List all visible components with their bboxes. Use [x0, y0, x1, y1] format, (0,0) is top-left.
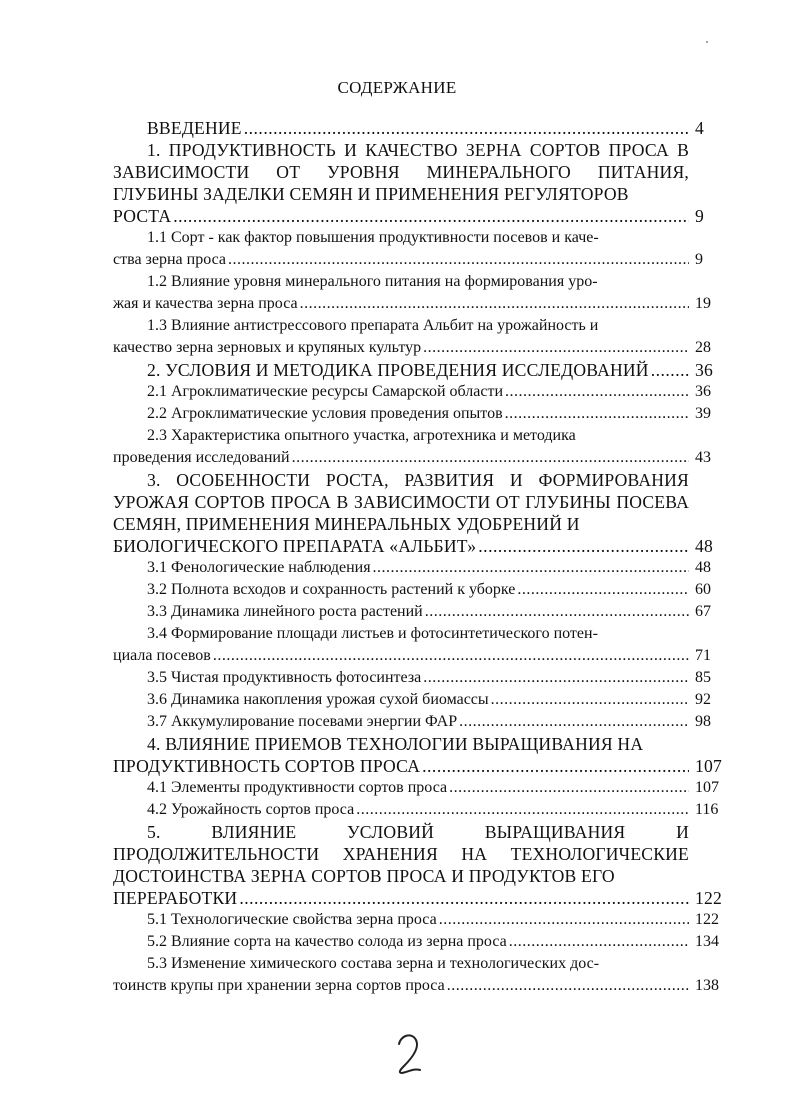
toc-page-number: 85 — [695, 669, 711, 686]
toc-entry-title: проведения исследований — [113, 449, 290, 466]
toc-page-number: 116 — [695, 801, 719, 818]
dot-leader — [422, 755, 689, 777]
toc-entry-title: 3.6 Динамика накопления урожая сухой биомассы — [147, 691, 489, 708]
toc-entry-title-line — [113, 557, 733, 579]
toc-entry-title: 3.5 Чистая продуктивность фотосинтеза — [147, 669, 422, 686]
toc-entry-title-line — [113, 205, 733, 227]
toc-entry-title-start: 1.3 Влияние антистрессового препарата Альбит на урожайность и — [147, 317, 599, 334]
dot-leader — [509, 931, 689, 953]
toc-page-number: 67 — [695, 603, 711, 620]
toc-page-number: 9 — [695, 251, 703, 268]
toc-entry-title: ПЕРЕРАБОТКИ — [113, 888, 238, 908]
toc-entry-title-start: 2.3 Характеристика опытного участка, агротехника и методика — [147, 427, 576, 444]
toc-entry-title-line — [113, 447, 733, 469]
toc-entry-title: ВВЕДЕНИЕ — [147, 118, 242, 138]
toc-chapter-entry[interactable] — [113, 359, 733, 381]
toc-section-entry[interactable] — [113, 623, 733, 667]
toc-entry-title: 5.2 Влияние сорта на качество солода из зерна проса — [147, 933, 507, 950]
toc-entry-title-line — [113, 689, 733, 711]
toc-entry-title-line — [113, 117, 733, 139]
toc-entry-title-line — [113, 293, 733, 315]
toc-page-number: 60 — [695, 581, 711, 598]
toc-section-entry[interactable] — [113, 931, 733, 953]
toc-entry-title: циала посевов — [113, 647, 211, 664]
dot-leader — [439, 909, 689, 931]
toc-section-entry[interactable] — [113, 689, 733, 711]
toc-entry-title: РОСТА — [113, 206, 172, 226]
toc-entry-title-line — [113, 601, 733, 623]
toc-page-number: 138 — [695, 977, 719, 994]
toc-entry-title-line — [113, 337, 733, 359]
toc-section-entry[interactable] — [113, 711, 733, 733]
toc-entry-title: 2.2 Агроклиматические условия проведения опытов — [147, 405, 503, 422]
toc-chapter-entry[interactable] — [113, 733, 733, 777]
toc-entry-title-line — [113, 667, 733, 689]
dot-leader — [449, 777, 689, 799]
toc-entry-title: качество зерна зерновых и крупяных культур — [113, 339, 422, 356]
dot-leader — [423, 337, 689, 359]
toc-entry-title: 3.2 Полнота всходов и сохранность растений к уборке — [147, 581, 516, 598]
toc-chapter-entry[interactable] — [113, 821, 733, 909]
toc-page-number: 48 — [695, 536, 713, 556]
toc-entry-title-start: 5.3 Изменение химического состава зерна и технологических дос- — [147, 955, 600, 972]
dot-leader — [505, 381, 689, 403]
dot-leader — [173, 205, 689, 227]
dot-leader — [425, 601, 689, 623]
toc-entry-title-line — [113, 777, 733, 799]
toc-section-entry[interactable] — [113, 425, 733, 469]
scan-speck — [706, 41, 708, 43]
toc-page-number: 48 — [695, 559, 711, 576]
toc-chapter-entry[interactable] — [113, 469, 733, 557]
toc-entry-title: тоинств крупы при хранении зерна сортов проса — [113, 977, 445, 994]
toc-entry-title-start: 3.4 Формирование площади листьев и фотосинтетического потен- — [147, 625, 598, 642]
toc-section-entry[interactable] — [113, 601, 733, 623]
toc-entry-title-start: 4. ВЛИЯНИЕ ПРИЕМОВ ТЕХНОЛОГИИ ВЫРАЩИВАНИЯ НА — [147, 734, 644, 754]
toc-entry-title-line — [113, 755, 733, 777]
dot-leader — [505, 403, 689, 425]
dot-leader — [300, 293, 689, 315]
toc-page-number: 43 — [695, 449, 711, 466]
toc-entry-title-line — [113, 909, 733, 931]
toc-section-entry[interactable] — [113, 557, 733, 579]
toc-entry-title-start: 1.2 Влияние уровня минерального питания на формирования уро- — [147, 273, 598, 290]
toc-entry-title-start: 1. ПРОДУКТИВНОСТЬ И КАЧЕСТВО ЗЕРНА СОРТОВ ПРОСА В ЗАВИСИМОСТИ ОТ УРОВНЯ МИНЕРАЛЬНОГО ПИТАНИЯ, ГЛУБИНЫ ЗАДЕЛКИ СЕМЯН И ПРИМЕНЕНИЯ РЕГУЛЯТОРОВ — [113, 140, 689, 204]
toc-section-entry[interactable] — [113, 799, 733, 821]
toc-page-number: 134 — [695, 933, 719, 950]
toc-entry-title: жая и качества зерна проса — [113, 295, 298, 312]
toc-page-number: 98 — [695, 713, 711, 730]
toc-section-entry[interactable] — [113, 227, 733, 271]
toc-entry-title-line — [113, 931, 733, 953]
toc-page-number: 107 — [695, 756, 722, 776]
toc-entry-title: 4.1 Элементы продуктивности сортов проса — [147, 779, 448, 796]
dot-leader — [447, 975, 689, 997]
toc-entry-title-line — [113, 799, 733, 821]
dot-leader — [228, 249, 689, 271]
toc-entry-title-line — [113, 579, 733, 601]
toc-page-number: 122 — [695, 911, 719, 928]
toc-section-entry[interactable] — [113, 667, 733, 689]
toc-page-number: 4 — [695, 118, 704, 138]
dot-leader — [459, 711, 689, 733]
toc-section-entry[interactable] — [113, 777, 733, 799]
dot-leader — [651, 359, 689, 381]
table-of-contents — [113, 117, 733, 997]
toc-section-entry[interactable] — [113, 953, 733, 997]
toc-entry-title-line — [113, 359, 733, 381]
toc-entry-title-line — [113, 711, 733, 733]
toc-section-entry[interactable] — [113, 381, 733, 403]
toc-entry-title: 5.1 Технологические свойства зерна проса — [147, 911, 437, 928]
toc-entry-title: ПРОДУКТИВНОСТЬ СОРТОВ ПРОСА — [113, 756, 421, 776]
handwritten-page-number — [390, 1028, 430, 1078]
toc-entry-title-start: 3. ОСОБЕННОСТИ РОСТА, РАЗВИТИЯ И ФОРМИРОВАНИЯ УРОЖАЯ СОРТОВ ПРОСА В ЗАВИСИМОСТИ ОТ ГЛУБИНЫ ПОСЕВА СЕМЯН, ПРИМЕНЕНИЯ МИНЕРАЛЬНЫХ УДОБРЕНИЙ И — [113, 470, 689, 534]
toc-page-number: 92 — [695, 691, 711, 708]
toc-entry-title: 4.2 Урожайность сортов проса — [147, 801, 355, 818]
toc-page-number: 36 — [695, 360, 713, 380]
toc-section-entry[interactable] — [113, 579, 733, 601]
dot-leader — [373, 557, 689, 579]
toc-entry-title: 3.3 Динамика линейного роста растений — [147, 603, 423, 620]
toc-entry-title-line — [113, 975, 733, 997]
toc-section-entry[interactable] — [113, 271, 733, 315]
toc-entry-title: БИОЛОГИЧЕСКОГО ПРЕПАРАТА «АЛЬБИТ» — [113, 536, 477, 556]
dot-leader — [356, 799, 689, 821]
toc-entry-title: ства зерна проса — [113, 251, 226, 268]
toc-section-entry[interactable] — [113, 315, 733, 359]
toc-entry-title: 3.1 Фенологические наблюдения — [147, 559, 371, 576]
dot-leader — [478, 535, 689, 557]
toc-page-number: 71 — [695, 647, 711, 664]
toc-entry-title-line — [113, 249, 733, 271]
toc-chapter-entry[interactable] — [113, 117, 733, 139]
toc-page-number: 9 — [695, 206, 704, 226]
toc-entry-title: 2.1 Агроклиматические ресурсы Самарской области — [147, 383, 504, 400]
dot-leader — [517, 579, 689, 601]
dot-leader — [292, 447, 689, 469]
toc-page-number: 39 — [695, 405, 711, 422]
toc-entry-title-line — [113, 887, 733, 909]
toc-entry-title-line — [113, 645, 733, 667]
dot-leader — [239, 887, 689, 909]
dot-leader — [244, 117, 689, 139]
toc-chapter-entry[interactable] — [113, 139, 733, 227]
toc-entry-title-start: 1.1 Сорт - как фактор повышения продуктивности посевов и каче- — [147, 229, 599, 246]
toc-entry-title-line — [113, 381, 733, 403]
toc-entry-title: 3.7 Аккумулирование посевами энергии ФАР — [147, 713, 458, 730]
toc-page-number: 107 — [695, 779, 719, 796]
toc-section-entry[interactable] — [113, 909, 733, 931]
toc-entry-title-start: 5. ВЛИЯНИЕ УСЛОВИЙ ВЫРАЩИВАНИЯ И ПРОДОЛЖИТЕЛЬНОСТИ ХРАНЕНИЯ НА ТЕХНОЛОГИЧЕСКИЕ ДОСТОИНСТВА ЗЕРНА СОРТОВ ПРОСА И ПРОДУКТОВ ЕГО — [113, 822, 689, 886]
toc-page-number: 19 — [695, 295, 711, 312]
dot-leader — [213, 645, 689, 667]
toc-page-number: 122 — [695, 888, 722, 908]
toc-page-number: 36 — [695, 383, 711, 400]
toc-entry-title: 2. УСЛОВИЯ И МЕТОДИКА ПРОВЕДЕНИЯ ИССЛЕДОВАНИЙ — [147, 360, 649, 380]
toc-section-entry[interactable] — [113, 403, 733, 425]
toc-page-number: 28 — [695, 339, 711, 356]
toc-entry-title-line — [113, 535, 733, 557]
page-title: СОДЕРЖАНИЕ — [337, 78, 457, 97]
toc-entry-title-line — [113, 403, 733, 425]
dot-leader — [491, 689, 689, 711]
dot-leader — [423, 667, 689, 689]
